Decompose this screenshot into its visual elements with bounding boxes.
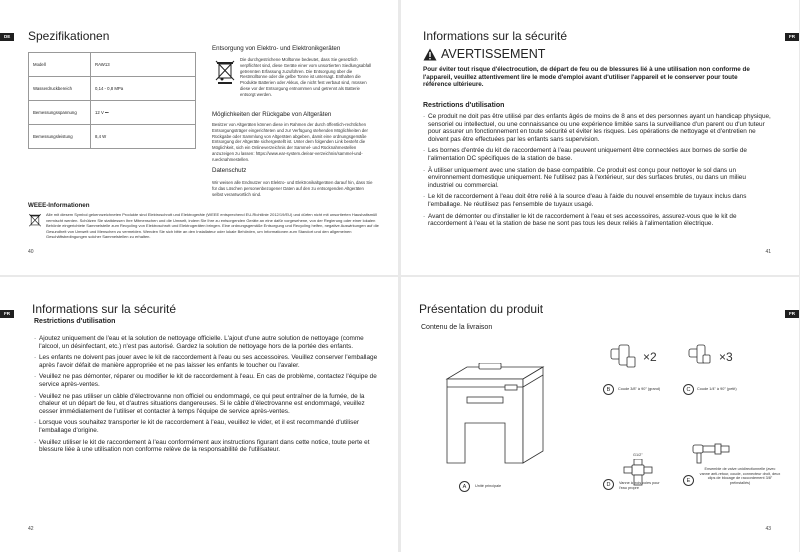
weee-bin-icon — [28, 212, 42, 229]
page-number: 40 — [28, 249, 34, 255]
page-number: 43 — [765, 526, 771, 532]
part-letter-e: E — [683, 475, 694, 486]
page-40 — [0, 0, 398, 275]
qty-b: ×2 — [643, 350, 657, 364]
spec-table — [28, 52, 196, 149]
list-item: · Les enfants ne doivent pas jouer avec le kit de raccordement à l'eau ou ses accessoires. Veuillez conserver l'emballage après l'avoir défait de manière appropriée et ne pas laisser les enfants le toucher ou l'avaler. — [34, 354, 380, 369]
list-item: · Veuillez ne pas démonter, réparer ou modifier le kit de raccordement à l'eau. En cas de problème, contactez l'équipe de service après-ventes. — [34, 373, 380, 388]
valve-thread-label: G1/2" — [633, 453, 643, 457]
env-title: Entsorgung von Elektro- und Elektronikgeräten — [212, 45, 341, 52]
crossed-bin-icon — [214, 58, 236, 84]
page-41 — [401, 0, 799, 275]
warning-title: AVERTISSEMENT — [441, 47, 546, 61]
restriction-list — [423, 113, 773, 232]
return-text: Besitzer von Altgeräten können diese im Rahmen der durch öffentlich-rechtlichen Entsorgungsträger eingerichteten und zur Verfügung stehenden Möglichkeiten der Rückgabe oder Sammlung von Altgeräten abgeben, damit eine ordnungsgemäße Entsorgung der Altgeräte sichergestellt ist. Unter dem folgenden Link besteht die Möglichkeit, sich ein Onlineverzeichnis der Sammel- und Rücknahmestellen anzuzeigen zu lassen: https://www.ear-system.de/ear-verzeichnis/sammel-und-ruecknahmestellen. — [212, 122, 368, 162]
part-letter-d: D — [603, 479, 614, 490]
page-number: 41 — [765, 249, 771, 255]
elbow-large-icon — [609, 343, 637, 369]
restriction-list — [34, 335, 380, 458]
env-text: Die durchgestrichene Mülltonne bedeutet, dass Sie gesetzlich verpflichtet sind, diese Geräte einer vom unsortierten Siedlungsabfall getrennten Erfassung zuzuführen. Die Entsorgung über die Restmülltonne oder die gelbe Tonne ist untersagt. Enthalten die Produkte Batterien oder Akkus, die nicht fest verbaut sind, müssen diese vor der Entsorgung entnommen und getrennt als Batterie entsorgt werden. — [240, 57, 372, 97]
warning-heading — [423, 47, 545, 61]
part-caption-e: Ensemble de valve unidirectionnelle (avec vanne anti-retour, coude, connecteur droit, deux clips de blocage de raccordement 3/8" préinstallés) — [699, 467, 781, 485]
part-caption-b: Coude 3/8" à 90° (grand) — [618, 387, 661, 391]
weee-text: Alle mit diesem Symbol gekennzeichneten Produkte sind Elektroschrott und Elektrogeräte (WEEE entsprechend EU-Richtlinie 2012/19/EU) und dürfen nicht mit unsortierten Haushaltsmüll vermischt werden. Schützen Sie stattdessen Ihre Mitmenschen und die Umwelt, indem Sie Ihre zu entsorgenden Geräte an eine dafür vorgesehene, von der Regierung oder einer lokalen Behörde eingerichtete Sammelstelle zum Recycling von Elektroschrott und Elektrogeräten bringen. Eine ordnungsgemäße Entsorgung und Recycling helfen, negative Auswirkungen auf die Gesundheit von Umwelt und Menschen zu vermeiden. Wenden Sie sich bitte an den Installateur oder lokale Behörden, um Informationen zum Standort und den allgemeinen Geschäftsbedingungen solcher Sammelstellen zu erhalten. — [46, 212, 379, 240]
page-title: Spezifikationen — [28, 29, 110, 43]
part-caption-c: Coude 1/4" à 90° (petit) — [697, 387, 737, 391]
table-row: Bemessungsleistung 8,4 W — [29, 125, 196, 149]
weee-title: WEEE-Informationen — [28, 202, 90, 209]
part-letter-c: C — [683, 384, 694, 395]
warning-icon — [423, 48, 437, 61]
language-tab: FR — [785, 310, 799, 318]
language-tab: FR — [785, 33, 799, 41]
privacy-text: Wir weisen alle Endnutzer von Elektro- und Elektronikaltgeräten darauf hin, dass Sie für das Löschen personenbezogener Daten auf den zu entsorgenden Altgeräten selbst verantwortlich sind. — [212, 180, 373, 197]
part-caption-d: Vanne à trois voies pour l'eau propre — [619, 481, 660, 490]
section-title: Restrictions d'utilisation — [34, 318, 116, 325]
list-item: · Le kit de raccordement à l'eau doit être relié à la source d'eau à l'aide du nouvel ensemble de tuyaux inclus dans l'emballage. Ne réutilisez pas l'ensemble de tuyaux usagé. — [423, 193, 773, 208]
page-42 — [0, 277, 398, 552]
one-way-valve-set-icon — [691, 437, 731, 465]
page-title: Informations sur la sécurité — [32, 302, 177, 316]
list-item: · Ce produit ne doit pas être utilisé par des enfants âgés de moins de 8 ans et des personnes ayant un handicap physique, sensoriel ou intellectuel, ou une connaissance ou une expérience limitée sans la surveillance d'un parent ou d'un tuteur pour assurer un fonctionnement en toute sécurité et éviter les risques. Les opérations de nettoyage et d'entretien ne doivent pas être effectuées par les enfants sans supervision. — [423, 113, 773, 143]
list-item: · Avant de démonter ou d'installer le kit de raccordement à l'eau et ses accessoires, assurez-vous que le kit de raccordement à l'eau et la station de base ne sont pas tous les deux reliés à l'alimentation électrique. — [423, 213, 773, 228]
page-title: Présentation du produit — [419, 302, 544, 316]
return-title: Möglichkeiten der Rückgabe von Altgeräten — [212, 111, 332, 118]
list-item: · Veuillez ne pas utiliser un câble d'électrovanne non officiel ou endommagé, ce qui peut entraîner de la fumée, de la chaleur et un départ de feu, et d'autres situations dangereuses. Si le câble d'électrovanne est endommagé, veuillez cesser immédiatement de l'utiliser et contacter à temps l'équipe de service après-ventes. — [34, 393, 380, 416]
main-unit-illustration — [439, 363, 551, 469]
language-tab: DE — [0, 33, 14, 41]
page-title: Informations sur la sécurité — [423, 29, 568, 43]
language-tab: FR — [0, 310, 14, 318]
part-letter-a: A — [459, 481, 470, 492]
part-caption-a: Unité principale — [475, 484, 502, 488]
section-title: Restrictions d'utilisation — [423, 102, 505, 109]
elbow-small-icon — [687, 343, 713, 367]
list-item: · Veuillez utiliser le kit de raccordement à l'eau conformément aux instructions figurant dans cette notice, toute perte et blessure liée à une utilisation non conforme relève de la responsabilité de l'utilisateur. — [34, 439, 380, 454]
qty-c: ×3 — [719, 350, 733, 364]
page-43 — [401, 277, 799, 552]
list-item: · Les bornes d'entrée du kit de raccordement à l'eau peuvent uniquement être connectées aux bornes de sortie de l'alimentation DC spécifiques de la station de base. — [423, 147, 773, 162]
list-item: · À utiliser uniquement avec une station de base compatible. Ce produit est conçu pour nettoyer le sol dans un environnement domestique uniquement. Ne l'utilisez pas à l'extérieur, sur des surfaces brutes, ou dans un milieu industriel ou commercial. — [423, 167, 773, 190]
part-letter-b: B — [603, 384, 614, 395]
table-row: Bemessungsspannung 12 V ⎓ — [29, 101, 196, 125]
warning-intro: Pour éviter tout risque d'électrocution, de départ de feu ou de blessures lié à une utilisation non conforme de l'appareil, veuillez attentivement lire le mode d'emploi avant d'utiliser l'appareil et le conserver pour toute référence ultérieure. — [423, 66, 750, 89]
page-number: 42 — [28, 526, 34, 532]
list-item: · Ajoutez uniquement de l'eau et la solution de nettoyage officielle. L'ajout d'une autre solution de nettoyage (comme l'alcool, un désinfectant, etc.) n'est pas autorisé. Gardez la solution de nettoyage hors de la portée des enfants. — [34, 335, 380, 350]
privacy-title: Datenschutz — [212, 167, 247, 174]
delivery-subtitle: Contenu de la livraison — [421, 324, 493, 331]
table-row: Modell RAW13 — [29, 53, 196, 77]
list-item: · Lorsque vous souhaitez transporter le kit de raccordement à l'eau, veuillez le vider, et il est recommandé d'utiliser l'emballage d'origine. — [34, 419, 380, 434]
table-row: Wasserdruckbereich 0,14 - 0,8 MPa — [29, 77, 196, 101]
